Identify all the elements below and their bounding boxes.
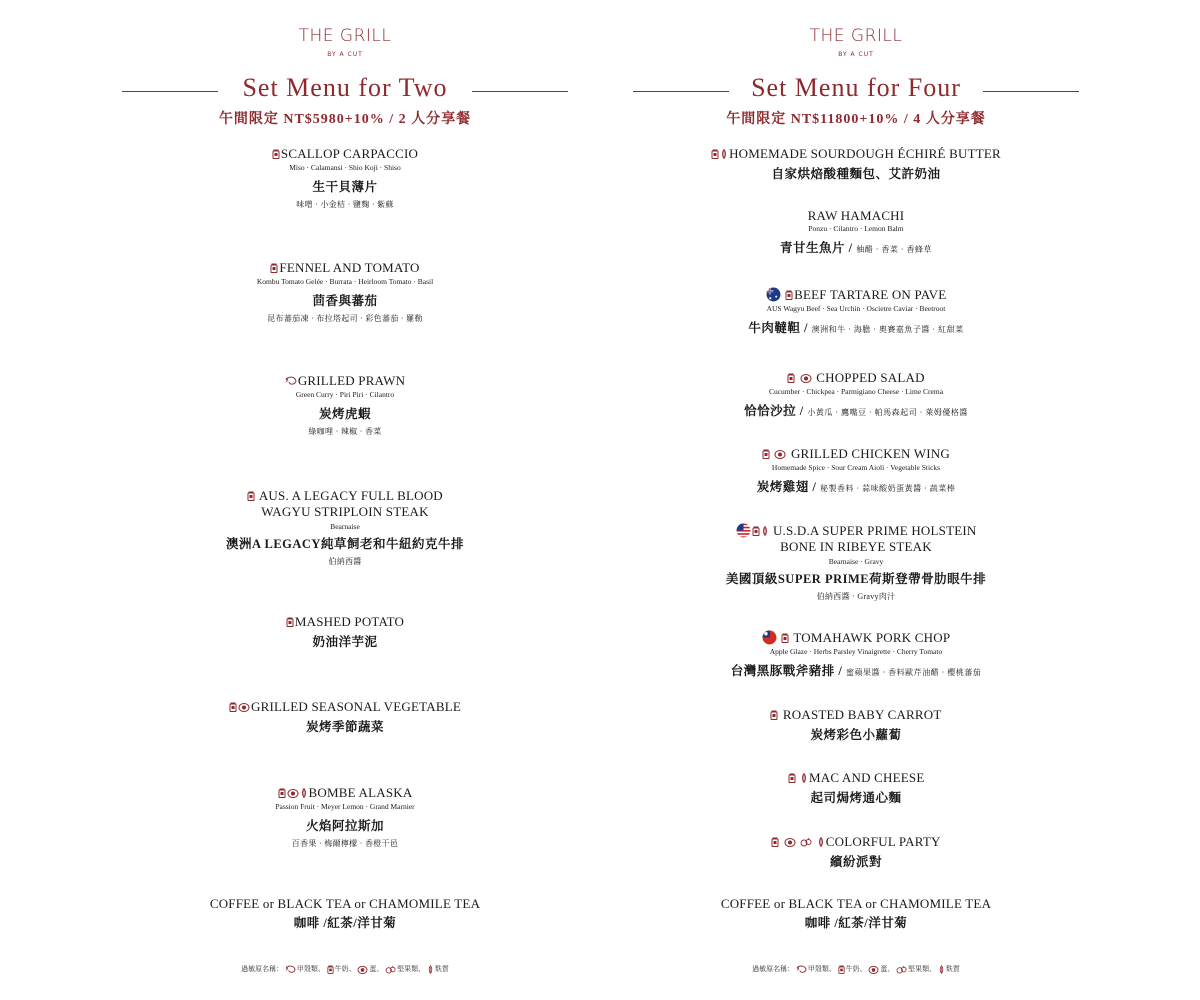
item-zh: 茴香與蕃茄 <box>312 294 378 308</box>
flag-australia-icon <box>766 287 781 303</box>
item-name: BEEF TARTARE ON PAVE <box>794 287 947 302</box>
item-zh: 炭烤彩色小蘿蔔 <box>810 728 902 742</box>
milk-icon <box>785 288 793 303</box>
item-zh: 起司焗烤通心麵 <box>810 791 902 805</box>
item-name: U.S.D.A SUPER PRIME HOLSTEIN <box>772 523 977 538</box>
milk-icon <box>781 631 789 646</box>
menu-item-mac-and-cheese <box>616 770 1096 806</box>
item-zh: 生干貝薄片 <box>312 180 378 194</box>
milk-icon <box>711 147 719 162</box>
flag-taiwan-icon <box>762 630 777 646</box>
shrimp-icon <box>285 374 297 389</box>
item-desc: Green Curry · Piri Piri · Cilantro <box>295 390 395 399</box>
egg-icon <box>774 447 786 462</box>
shrimp-icon <box>285 965 296 974</box>
item-zh: 台灣黑豚戰斧豬排 / <box>730 664 846 678</box>
menu-item-chicken-wing <box>616 446 1096 495</box>
item-name: COFFEE or BLACK TEA or CHAMOMILE TEA <box>209 896 481 911</box>
item-zh: 牛肉韃靼 / <box>748 321 812 335</box>
menu-title: Set Menu for Four <box>751 73 961 102</box>
nuts-icon <box>385 965 396 974</box>
item-name: ROASTED BABY CARROT <box>782 707 942 722</box>
item-name: COLORFUL PARTY <box>825 834 941 849</box>
milk-icon <box>788 771 796 786</box>
milk-icon <box>771 835 779 850</box>
item-zh: 炭烤季節蔬菜 <box>305 720 384 734</box>
shrimp-icon <box>796 965 807 974</box>
item-name: TOMAHAWK PORK CHOP <box>793 630 951 645</box>
menu-item-sourdough <box>616 146 1096 182</box>
menu-item-drinks <box>616 896 1096 931</box>
item-zh: 恰恰沙拉 / <box>744 404 808 418</box>
item-name: MAC AND CHEESE <box>808 770 925 785</box>
item-desc: Bearnaise <box>330 522 360 531</box>
legend-milk: 牛奶、 <box>845 965 867 973</box>
item-name: FENNEL AND TOMATO <box>279 260 420 275</box>
egg-icon <box>868 965 879 974</box>
legend-egg: 蛋、 <box>880 965 895 973</box>
gluten-icon <box>800 771 808 786</box>
menu-right-set-for-four <box>616 0 1096 1000</box>
item-zh: 繽紛派對 <box>829 855 882 869</box>
item-name: BOMBE ALASKA <box>308 785 413 800</box>
divider-left <box>633 91 729 92</box>
item-desc: AUS Wagyu Beef · Sea Urchin · Oscietre Caviar · Beetroot <box>766 304 946 313</box>
menu-item-prawn <box>105 373 585 437</box>
egg-icon <box>784 835 796 850</box>
logo <box>105 26 585 58</box>
legend-nuts: 堅果類、 <box>908 965 937 973</box>
menu-left-set-for-two <box>105 0 585 1000</box>
item-name: SCALLOP CARPACCIO <box>280 146 419 161</box>
item-zh: 自家烘焙酸種麵包、艾許奶油 <box>771 167 941 181</box>
milk-icon <box>270 261 278 276</box>
item-desc: Bearnaise · Gravy <box>828 557 884 566</box>
egg-icon <box>800 371 812 386</box>
milk-icon <box>787 371 795 386</box>
logo <box>616 26 1096 58</box>
milk-icon <box>752 524 760 539</box>
logo-sub: BY A CUT <box>838 51 874 58</box>
menu-item-vegetable <box>105 699 585 735</box>
item-zh-desc: 小黃瓜 · 鷹嘴豆 · 帕馬森起司 · 萊姆優格醬 <box>807 408 968 417</box>
item-name: AUS. A LEGACY FULL BLOOD <box>258 488 443 503</box>
legend-shellfish: 甲殼類、 <box>296 965 325 973</box>
item-zh-desc: 百香果 · 梅爾檸檬 · 香橙干邑 <box>291 839 399 848</box>
item-name: CHOPPED SALAD <box>816 370 925 385</box>
item-name: COFFEE or BLACK TEA or CHAMOMILE TEA <box>720 896 992 911</box>
gluten-icon <box>938 965 945 974</box>
item-zh-desc: 柚醋 · 香菜 · 香蜂草 <box>856 245 933 254</box>
divider-left <box>122 91 218 92</box>
nuts-icon <box>896 965 907 974</box>
menu-price: 午間限定 NT$11800+10% / 4 人分享餐 <box>726 112 986 127</box>
item-desc: Homemade Spice · Sour Cream Aioli · Vegetable Sticks <box>771 463 941 472</box>
milk-icon <box>770 708 778 723</box>
menu-item-chopped-salad <box>616 370 1096 419</box>
allergen-legend <box>616 964 1096 974</box>
legend-egg: 蛋、 <box>369 965 384 973</box>
divider-right <box>472 91 568 92</box>
menu-item-wagyu <box>105 488 585 567</box>
milk-icon <box>838 965 845 974</box>
legend-gluten: 麩質 <box>945 965 960 973</box>
legend-nuts: 堅果類、 <box>397 965 426 973</box>
egg-icon <box>287 786 299 801</box>
item-zh-desc: 昆布蕃茄凍 · 布拉塔起司 · 彩色蕃茄 · 羅勒 <box>267 314 423 323</box>
legend-prefix: 過敏原名稱： <box>241 965 284 973</box>
item-name: GRILLED SEASONAL VEGETABLE <box>251 699 461 714</box>
item-zh: 炭烤虎蝦 <box>318 407 371 421</box>
logo-sub: BY A CUT <box>327 51 363 58</box>
item-zh: 咖啡 /紅茶/洋甘菊 <box>804 916 908 930</box>
item-zh-desc: 蜜蘋果醬 · 香料歐芹油醋 · 櫻桃蕃茄 <box>845 668 982 677</box>
legend-shellfish: 甲殼類、 <box>807 965 836 973</box>
gluten-icon <box>300 786 308 801</box>
item-name-line2: BONE IN RIBEYE STEAK <box>780 539 932 554</box>
item-zh: 炭烤雞翅 / <box>756 480 820 494</box>
item-desc: Kombu Tomato Gelée · Burrata · Heirloom Tomato · Basil <box>256 277 434 286</box>
item-name: RAW HAMACHI <box>807 208 905 223</box>
divider-right <box>983 91 1079 92</box>
legend-milk: 牛奶、 <box>334 965 356 973</box>
item-desc: Passion Fruit · Meyer Lemon · Grand Marnier <box>275 802 415 811</box>
item-name: MASHED POTATO <box>294 614 405 629</box>
menu-item-ribeye <box>616 523 1096 602</box>
milk-icon <box>286 615 294 630</box>
item-name-line2: WAGYU STRIPLOIN STEAK <box>261 504 429 519</box>
menu-item-bombe-alaska <box>105 785 585 849</box>
title-bar <box>633 72 1079 108</box>
menu-item-mashed-potato <box>105 614 585 650</box>
item-name: HOMEMADE SOURDOUGH ÉCHIRÉ BUTTER <box>729 146 1001 161</box>
item-zh-desc: 綠咖哩 · 辣椒 · 香菜 <box>308 427 382 436</box>
menu-item-hamachi <box>616 208 1096 256</box>
menu-item-colorful-party <box>616 834 1096 870</box>
item-zh: 咖啡 /紅茶/洋甘菊 <box>293 916 397 930</box>
menu-item-pork-chop <box>616 630 1096 679</box>
item-zh: 美國頂級SUPER PRIME荷斯登帶骨肋眼牛排 <box>725 572 987 586</box>
legend-prefix: 過敏原名稱： <box>752 965 795 973</box>
milk-icon <box>247 489 255 504</box>
item-zh: 澳洲A LEGACY純草飼老和牛紐約克牛排 <box>226 537 464 551</box>
item-desc: Ponzu · Cilantro · Lemon Balm <box>808 224 904 233</box>
item-zh: 火焰阿拉斯加 <box>305 819 384 833</box>
menu-item-baby-carrot <box>616 707 1096 743</box>
egg-icon <box>238 700 250 715</box>
item-desc: Apple Glaze · Herbs Parsley Vinaigrette · Cherry Tomato <box>769 647 943 656</box>
menu-item-fennel <box>105 260 585 324</box>
item-zh-desc: 秘製香料 · 蒜味酸奶蛋黃醬 · 蔬菜棒 <box>819 484 956 493</box>
gluten-icon <box>720 147 728 162</box>
logo-name: THE GRILL <box>809 26 903 46</box>
item-name: GRILLED PRAWN <box>297 373 406 388</box>
item-zh-desc: 澳洲和牛 · 海膽 · 奧賽嘉魚子醬 · 紅甜菜 <box>811 325 964 334</box>
logo-name: THE GRILL <box>298 26 392 46</box>
menu-item-drinks <box>105 896 585 931</box>
item-zh-desc: 伯納西醬 <box>328 557 362 566</box>
menu-item-scallop <box>105 146 585 210</box>
milk-icon <box>229 700 237 715</box>
milk-icon <box>327 965 334 974</box>
item-desc: Miso · Calamansi · Shio Koji · Shiso <box>289 163 401 172</box>
gluten-icon <box>761 524 769 539</box>
item-zh-desc: 味噌 · 小金桔 · 鹽麴 · 紫蘇 <box>296 200 394 209</box>
legend-gluten: 麩質 <box>434 965 449 973</box>
item-desc: Cucumber · Chickpea · Parmigiano Cheese · Lime Crema <box>768 387 944 396</box>
item-zh: 青甘生魚片 / <box>779 241 857 255</box>
nuts-icon <box>800 835 812 850</box>
item-name: GRILLED CHICKEN WING <box>790 446 950 461</box>
gluten-icon <box>817 835 825 850</box>
milk-icon <box>762 447 770 462</box>
gluten-icon <box>427 965 434 974</box>
milk-icon <box>278 786 286 801</box>
item-zh: 奶油洋芋泥 <box>312 635 378 649</box>
egg-icon <box>357 965 368 974</box>
allergen-legend <box>105 964 585 974</box>
item-zh-desc: 伯納西醬 · Gravy肉汁 <box>816 592 896 601</box>
menu-price: 午間限定 NT$5980+10% / 2 人分享餐 <box>218 112 472 127</box>
title-bar <box>122 72 568 108</box>
menu-item-beef-tartare <box>616 287 1096 336</box>
menu-title: Set Menu for Two <box>242 73 448 102</box>
milk-icon <box>272 147 280 162</box>
flag-usa-icon <box>736 523 751 539</box>
